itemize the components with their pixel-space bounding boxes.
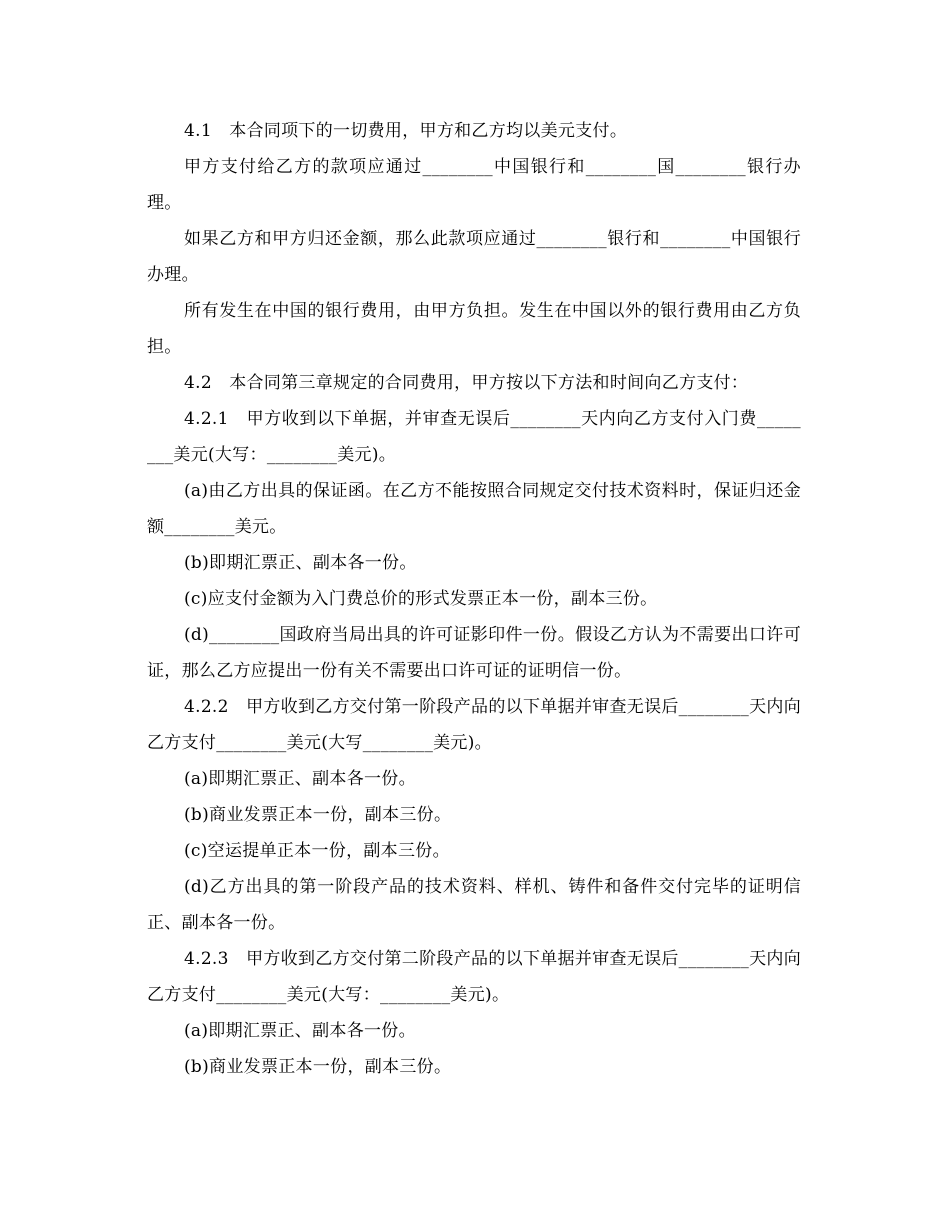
list-item: (d)________国政府当局出具的许可证影印件一份。假设乙方认为不需要出口许可证，那么乙方应提出一份有关不需要出口许可证的证明信一份。 (147, 625, 801, 681)
payment-bank-paragraph: 甲方支付给乙方的款项应通过________中国银行和________国________银行办理。 (147, 157, 801, 213)
list-item: (b)即期汇票正、副本各一份。 (184, 553, 417, 573)
clause-4-2-1: 4.2.1 甲方收到以下单据，并审查无误后________天内向乙方支付入门费________美元(大写：________美元)。 (147, 409, 801, 465)
refund-bank-paragraph: 如果乙方和甲方归还金额，那么此款项应通过________银行和________中国银行办理。 (147, 229, 801, 285)
list-item: (b)商业发票正本一份，副本三份。 (184, 805, 452, 825)
clause-4-2-2: 4.2.2 甲方收到乙方交付第一阶段产品的以下单据并审查无误后________天内向乙方支付________美元(大写________美元)。 (147, 697, 801, 753)
list-item: (a)由乙方出具的保证函。在乙方不能按照合同规定交付技术资料时，保证归还金额________美元。 (147, 481, 801, 537)
document-body (147, 113, 801, 1085)
clause-4-2: 4.2 本合同第三章规定的合同费用，甲方按以下方法和时间向乙方支付： (184, 373, 749, 393)
list-item: (b)商业发票正本一份，副本三份。 (184, 1057, 452, 1077)
bank-fees-paragraph: 所有发生在中国的银行费用，由甲方负担。发生在中国以外的银行费用由乙方负担。 (147, 301, 801, 357)
clause-4-2-3: 4.2.3 甲方收到乙方交付第二阶段产品的以下单据并审查无误后________天内向乙方支付________美元(大写：________美元)。 (147, 949, 801, 1005)
clause-4-1: 4.1 本合同项下的一切费用，甲方和乙方均以美元支付。 (184, 121, 628, 141)
list-item: (c)空运提单正本一份，副本三份。 (184, 841, 450, 861)
list-item: (d)乙方出具的第一阶段产品的技术资料、样机、铸件和备件交付完毕的证明信正、副本各一份。 (147, 877, 801, 933)
list-item: (a)即期汇票正、副本各一份。 (184, 769, 416, 789)
list-item: (c)应支付金额为入门费总价的形式发票正本一份，副本三份。 (184, 589, 658, 609)
list-item: (a)即期汇票正、副本各一份。 (184, 1021, 416, 1041)
